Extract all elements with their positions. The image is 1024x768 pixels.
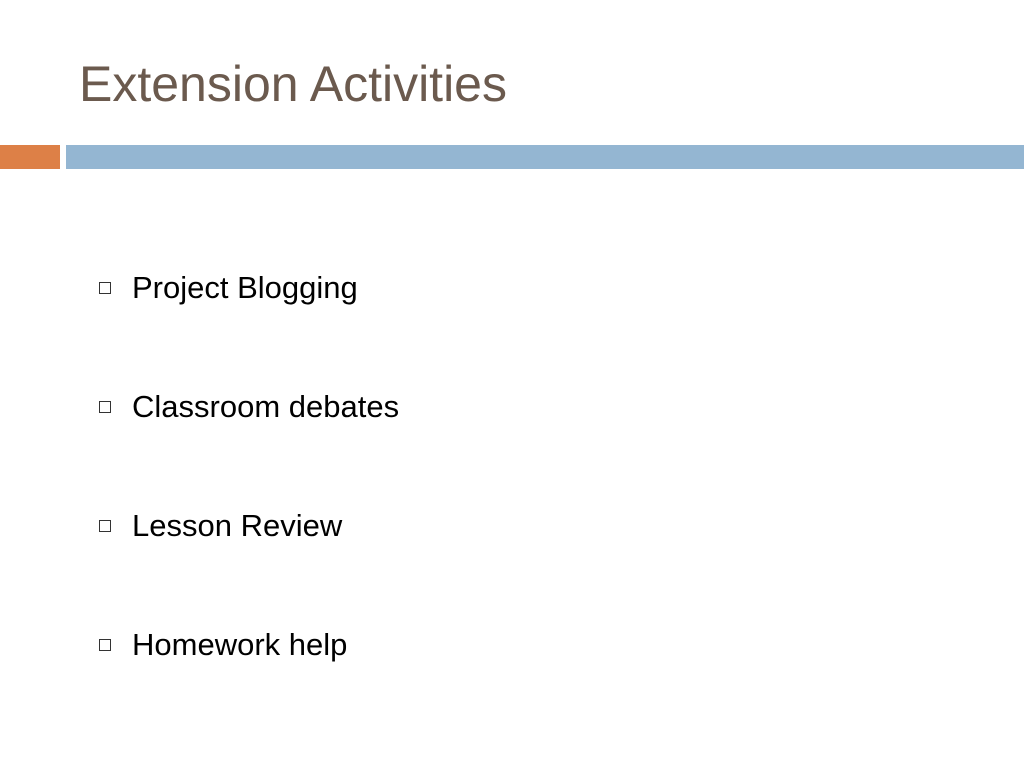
bullet-text: Homework help — [132, 627, 348, 662]
bullet-text: Project Blogging — [132, 270, 358, 305]
square-bullet-icon — [99, 639, 111, 651]
square-bullet-icon — [99, 282, 111, 294]
accent-bar-blue — [66, 145, 1024, 169]
square-bullet-icon — [99, 401, 111, 413]
square-bullet-icon — [99, 520, 111, 532]
bullet-text: Lesson Review — [132, 508, 343, 543]
bullet-text: Classroom debates — [132, 389, 400, 424]
slide-title: Extension Activities — [79, 56, 507, 112]
accent-bar-orange — [0, 145, 60, 169]
